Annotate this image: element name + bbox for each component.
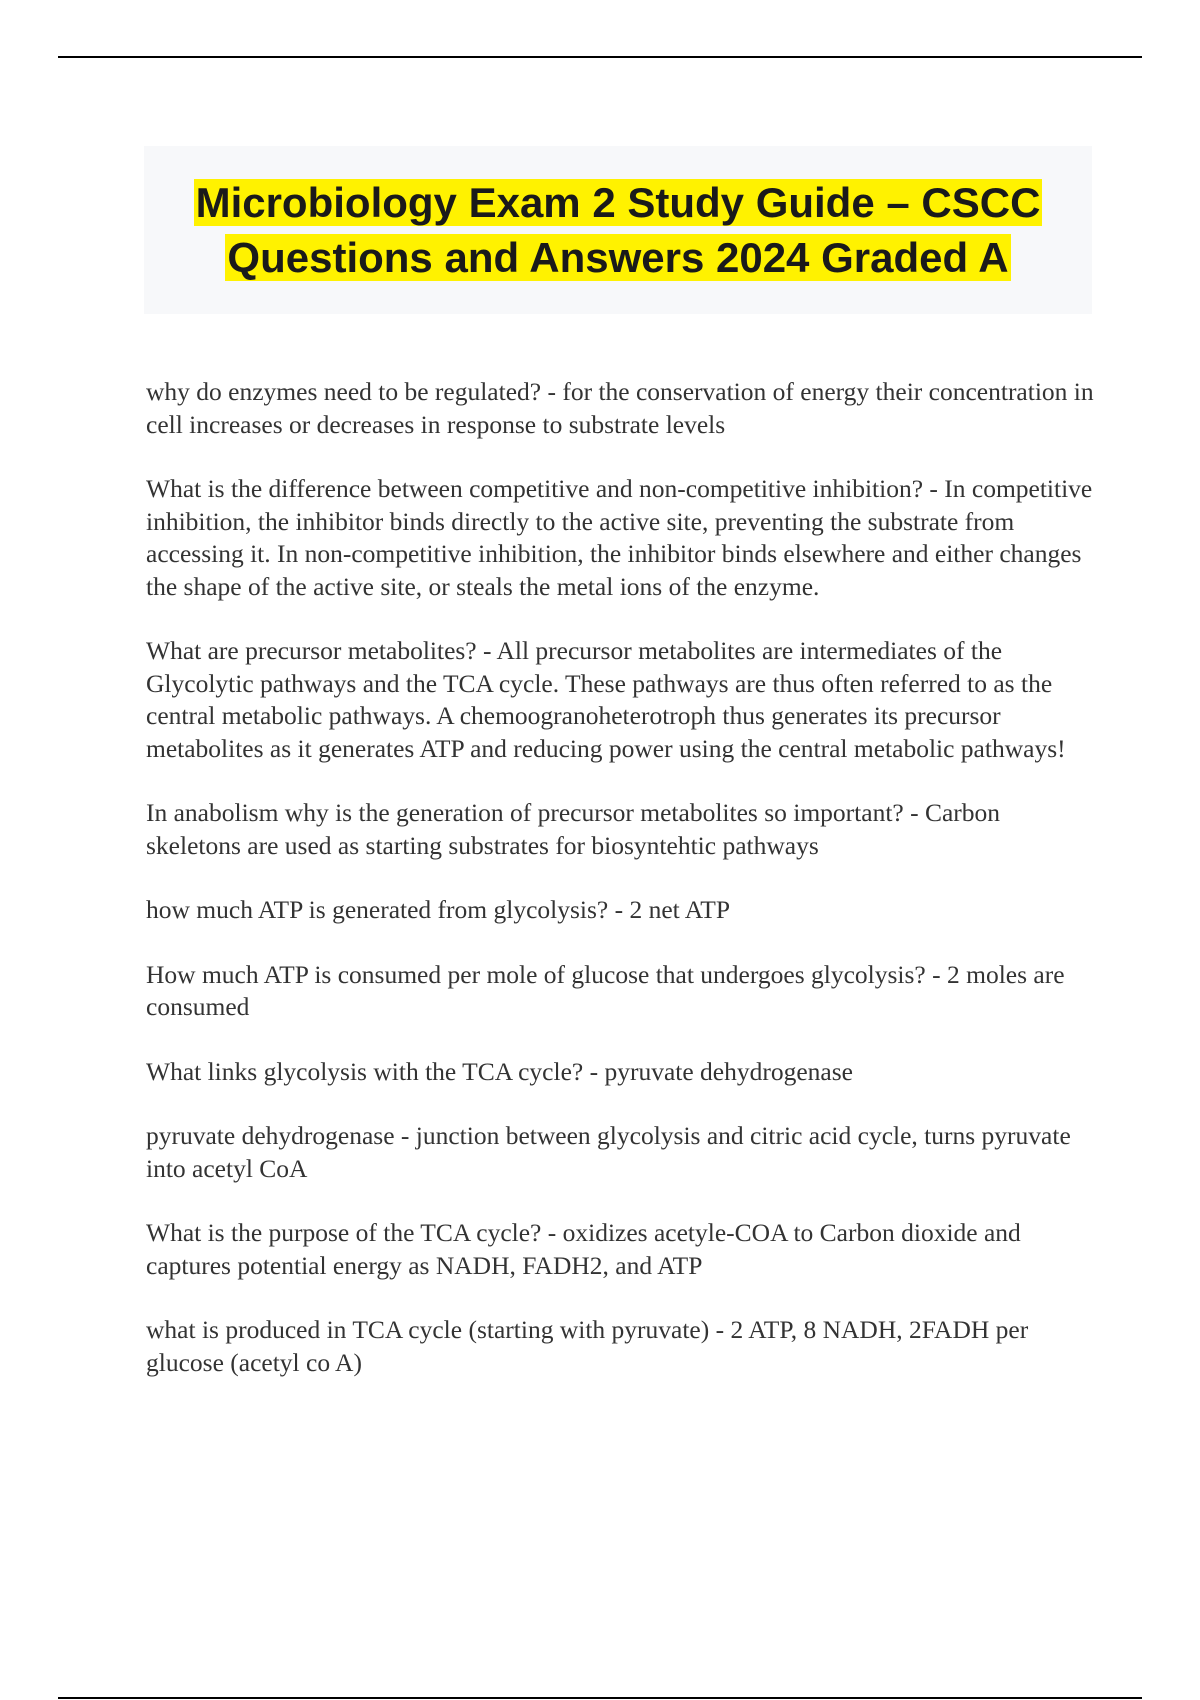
qa-item: What are precursor metabolites? - All precursor metabolites are intermediates of the Glycolytic pathways and the TCA cycle. These pathways are thus often referred to as the central metabolic pathways. A chemoogranoheterotroph thus generates its precursor metabolites as it generates ATP and reducing power using the central metabolic pathways! [146, 636, 1066, 763]
title-box [144, 146, 1092, 314]
top-rule [58, 56, 1142, 58]
qa-item: pyruvate dehydrogenase - junction between glycolysis and citric acid cycle, turns pyruvate into acetyl CoA [146, 1121, 1071, 1183]
qa-item: In anabolism why is the generation of precursor metabolites so important? - Carbon skeletons are used as starting substrates for biosyntehtic pathways [146, 798, 1001, 860]
document-title [188, 175, 1048, 285]
qa-item: What links glycolysis with the TCA cycle? - pyruvate dehydrogenase [146, 1056, 853, 1086]
qa-item: What is the difference between competitive and non-competitive inhibition? - In competitive inhibition, the inhibitor binds directly to the active site, preventing the substrate from accessing it. In non-competitive inhibition, the inhibitor binds elsewhere and either changes the shape of the active site, or steals the metal ions of the enzyme. [146, 474, 1093, 601]
qa-item: how much ATP is generated from glycolysis? - 2 net ATP [146, 895, 731, 924]
qa-item: How much ATP is consumed per mole of glucose that undergoes glycolysis? - 2 moles are consumed [146, 959, 1065, 1021]
qa-item: What is the purpose of the TCA cycle? - oxidizes acetyle-COA to Carbon dioxide and captures potential energy as NADH, FADH2, and ATP [146, 1218, 1021, 1280]
qa-list [146, 376, 1096, 1411]
title-highlight: Microbiology Exam 2 Study Guide – CSCC Questions and Answers 2024 Graded A [195, 179, 1041, 281]
bottom-rule [58, 1697, 1142, 1699]
qa-item: what is produced in TCA cycle (starting with pyruvate) - 2 ATP, 8 NADH, 2FADH per glucose (acetyl co A) [146, 1315, 1029, 1377]
qa-item: why do enzymes need to be regulated? - for the conservation of energy their concentration in cell increases or decreases in response to substrate levels [146, 377, 1094, 439]
